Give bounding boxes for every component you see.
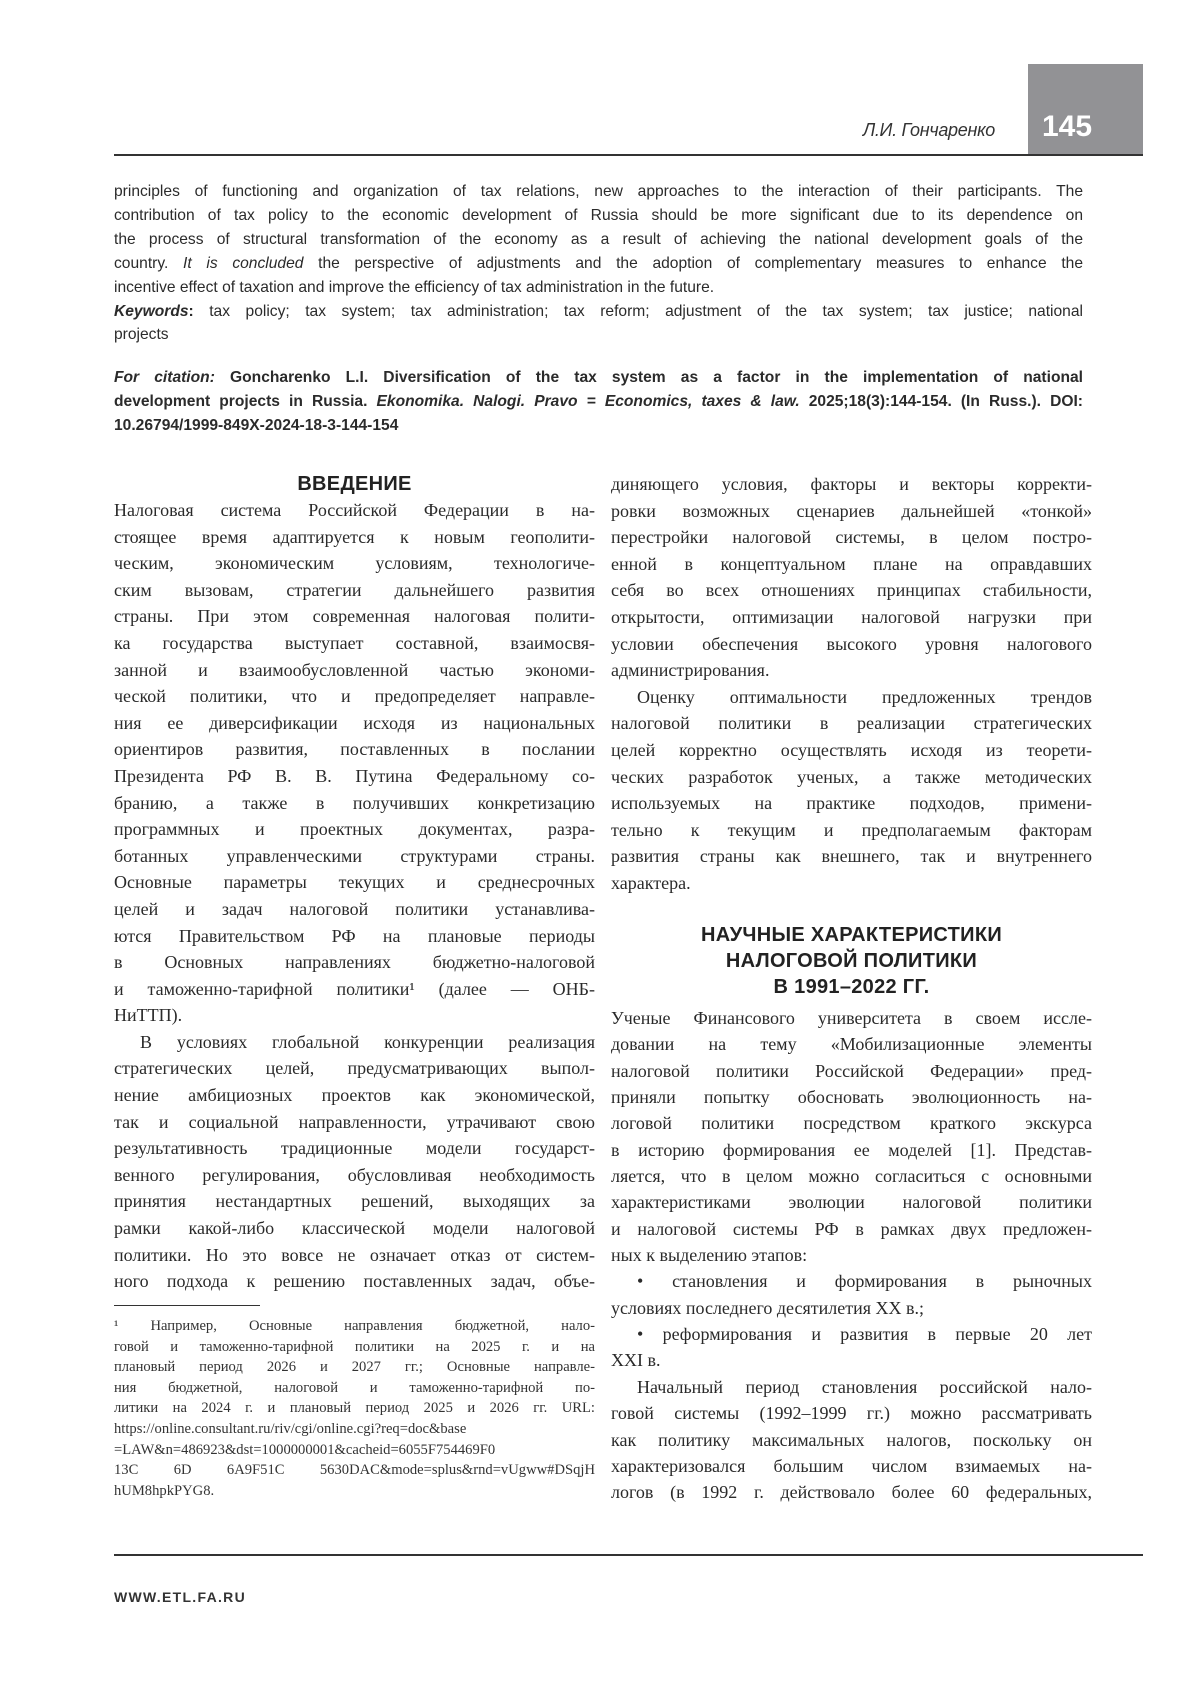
- text-line: ка государства выступает составной, взаимосвя-: [114, 632, 595, 653]
- paragraph: [114, 1029, 595, 1295]
- left-column: [114, 497, 595, 1295]
- text-line: программных и проектных документах, разра-: [114, 819, 595, 840]
- text-line: ного подхода к решению поставленных задач, объе-: [114, 1271, 595, 1292]
- text-line: Начальный период становления российской нало-: [637, 1376, 1092, 1397]
- abstract-line: [114, 204, 1083, 228]
- text-line: условиях последнего десятилетия XX в.;: [611, 1297, 925, 1318]
- text-line: ровки возможных сценариев дальнейшей «тонкой»: [611, 500, 1092, 521]
- text-line: Оценку оптимальности предложенных трендов: [637, 686, 1092, 707]
- text-line: логовой политики посредством краткого экскурса: [611, 1113, 1092, 1134]
- text-line: рамки какой-либо классической модели налоговой: [114, 1218, 595, 1239]
- text-line: характеристиками эволюции налоговой политики: [611, 1192, 1092, 1213]
- text-line: Основные параметры текущих и среднесрочных: [114, 872, 595, 893]
- citation-text: development projects in Russia.: [114, 393, 377, 410]
- abstract-text: principles of functioning and organization of tax relations, new approaches to the interaction of their participants. The: [114, 183, 1083, 200]
- text-line: венного регулирования, обусловливая необходимость: [114, 1164, 595, 1185]
- text-line: политики. Но это вовсе не означает отказ от систем-: [114, 1244, 595, 1265]
- text-line: ются Правительством РФ на плановые периоды: [114, 925, 595, 946]
- text-line: условии обеспечения высокого уровня налогового: [611, 633, 1092, 654]
- text-line: диняющего условия, факторы и векторы корректи-: [611, 474, 1092, 494]
- abstract-text: :: [188, 302, 194, 320]
- text-line: Ученые Финансового университета в своем иссле-: [611, 1008, 1092, 1028]
- abstract-text: contribution of tax policy to the economic development of Russia should be more significant due to its dependence on: [114, 206, 1083, 224]
- footnote-line: говой и таможенно-тарифной политики на 2025 г. и на: [114, 1338, 595, 1355]
- abstract-text: the perspective of adjustments and the adoption of complementary measures to enhance the: [303, 254, 1084, 272]
- footnote-line: ¹ Например, Основные направления бюджетной, нало-: [114, 1318, 595, 1334]
- abstract-text: the process of structural transformation of the economy as a result of achieving the national development goals of the: [114, 230, 1083, 248]
- abstract-text: incentive effect of taxation and improve the efficiency of tax administration in the future.: [114, 278, 715, 296]
- text-line: XXI в.: [611, 1350, 661, 1371]
- abstract-line: [114, 228, 1083, 252]
- text-line: ляется, что в целом можно согласиться с основными: [611, 1166, 1092, 1187]
- running-head-author: Л.И. Гончаренко: [862, 120, 995, 140]
- heading-line: НАУЧНЫЕ ХАРАКТЕРИСТИКИ: [700, 924, 1003, 946]
- abstract: [114, 180, 1083, 347]
- text-line: характеризовался большим числом взимаемых на-: [611, 1455, 1092, 1476]
- citation-text: 2025;18(3):144-154. (In Russ.). DOI:: [799, 393, 1083, 410]
- text-line: стоящее время адаптируется к новым геополити-: [114, 526, 595, 547]
- footnote-line: плановый период 2026 и 2027 гг.; Основные направле-: [114, 1359, 595, 1376]
- text-line: нение амбициозных проектов как экономической,: [114, 1085, 595, 1106]
- citation-text: For citation:: [114, 369, 215, 386]
- text-line: ческой политики, что и предопределяет направле-: [114, 686, 595, 707]
- text-line: в Основных направлениях бюджетно-налоговой: [114, 952, 595, 973]
- text-line: • становления и формирования в рыночных: [637, 1271, 1092, 1292]
- abstract-line: [114, 180, 1083, 204]
- text-line: себя во всех отношениях принципах стабильности,: [611, 580, 1092, 601]
- citation-text: 10.26794/1999-849X-2024-18-3-144-154: [114, 417, 399, 434]
- heading-line: НАЛОГОВОЙ ПОЛИТИКИ: [725, 950, 978, 972]
- paragraph: [611, 1268, 1092, 1321]
- citation: [114, 366, 1083, 438]
- citation-text: Ekonomika. Nalogi. Pravo = Economics, taxes & law.: [376, 393, 800, 410]
- text-line: приняли попытку обосновать эволюционность на-: [611, 1087, 1092, 1108]
- text-line: Президента РФ В. В. Путина Федеральному со-: [114, 765, 595, 786]
- paragraph: [114, 497, 595, 1029]
- text-line: Налоговая система Российской Федерации в на-: [114, 500, 595, 520]
- text-line: страны. При этом современная налоговая полити-: [114, 606, 595, 627]
- text-line: бранию, а также в получивших конкретизацию: [114, 792, 595, 813]
- footnote-line: =LAW&n=486923&dst=1000000001&cacheid=6055F754469F0: [114, 1441, 496, 1458]
- text-line: результативность традиционные модели государст-: [114, 1138, 595, 1159]
- text-line: целей корректно осуществлять исходя из теорети-: [611, 739, 1092, 760]
- text-line: как политику максимальных налогов, поскольку он: [611, 1429, 1092, 1450]
- citation-text: Goncharenko L.I. Diversification of the tax system as a factor in the implementation of national: [214, 369, 1083, 386]
- paragraph: [611, 684, 1092, 897]
- text-line: ных к выделению этапов:: [611, 1245, 808, 1266]
- heading-line: В 1991–2022 ГГ.: [773, 976, 930, 998]
- text-line: и таможенно-тарифной политики¹ (далее — ОНБ-: [114, 978, 595, 999]
- text-line: логов (в 1992 г. действовало более 60 федеральных,: [611, 1482, 1092, 1503]
- abstract-line: [114, 252, 1083, 276]
- footer-website-link[interactable]: WWW.ETL.FA.RU: [114, 1589, 246, 1605]
- text-line: ботанных управленческими структурами страны.: [114, 845, 595, 866]
- text-line: и налоговой системы РФ в рамках двух предложен-: [611, 1218, 1092, 1239]
- text-line: енной в концептуальном плане на оправдавших: [611, 553, 1092, 574]
- right-column-top: [611, 471, 1092, 897]
- footnote-rule: [114, 1305, 260, 1306]
- text-line: открытости, оптимизации налоговой нагрузки при: [611, 606, 1092, 627]
- text-line: налоговой политики Российской Федерации» пред-: [611, 1060, 1092, 1081]
- paragraph: [611, 1005, 1092, 1268]
- section-heading-scientific-characteristics: [611, 922, 1092, 1000]
- abstract-text: country.: [114, 254, 184, 272]
- header-rule: [114, 154, 1143, 156]
- text-line: налоговой политики в реализации стратегических: [611, 713, 1092, 734]
- text-line: ческих разработок ученых, а также методических: [611, 766, 1092, 787]
- text-line: ческим, экономическим условиям, технологиче-: [114, 553, 595, 574]
- paragraph: [611, 471, 1092, 684]
- text-line: довании на тему «Мобилизационные элементы: [611, 1034, 1092, 1055]
- text-line: • реформирования и развития в первые 20 лет: [637, 1324, 1092, 1345]
- footnote-line: ния бюджетной, налоговой и таможенно-тарифной по-: [114, 1379, 595, 1396]
- abstract-text: Keywords: [114, 302, 189, 320]
- paragraph: [611, 1374, 1092, 1506]
- text-line: администрирования.: [611, 660, 770, 681]
- text-line: перестройки налоговой системы, в целом постро-: [611, 527, 1092, 548]
- text-line: стратегических целей, предусматривающих выпол-: [114, 1058, 595, 1079]
- abstract-line: [114, 300, 1083, 324]
- text-line: целей и задач налоговой политики устанавлива-: [114, 898, 595, 919]
- text-line: характера.: [611, 872, 691, 893]
- citation-line: [114, 366, 1083, 390]
- abstract-line: [114, 323, 1083, 347]
- citation-line: [114, 390, 1083, 414]
- abstract-text: projects: [114, 326, 169, 344]
- footnote-line: 13C 6D 6A9F51C 5630DAC&mode=splus&rnd=vUgww#DSqjH: [114, 1462, 595, 1479]
- footnote-line: https://online.consultant.ru/riv/cgi/online.cgi?req=doc&base: [114, 1420, 467, 1437]
- right-column-bottom: [611, 1005, 1092, 1506]
- abstract-text: tax policy; tax system; tax administration; tax reform; adjustment of the tax system; tax justice; national: [193, 302, 1083, 320]
- footnote-line: литики на 2024 г. и плановый период 2025 и 2026 гг. URL:: [114, 1400, 595, 1417]
- text-line: ния ее диверсификации исходя из национальных: [114, 712, 595, 733]
- citation-line: [114, 414, 1083, 438]
- paragraph: [611, 1321, 1092, 1374]
- footer-rule: [114, 1554, 1143, 1556]
- section-heading-introduction: ВВЕДЕНИЕ: [297, 473, 412, 495]
- text-line: занной и взаимообусловленной частью экономи-: [114, 659, 595, 680]
- text-line: В условиях глобальной конкуренции реализация: [140, 1031, 595, 1052]
- text-line: говой системы (1992–1999 гг.) можно рассматривать: [611, 1403, 1092, 1424]
- text-line: принятия нестандартных решений, выходящих за: [114, 1191, 595, 1212]
- text-line: развития страны как внешнего, так и внутреннего: [611, 846, 1092, 867]
- page-number: 145: [1042, 110, 1093, 143]
- text-line: так и социальной направленности, утрачивают свою: [114, 1111, 595, 1132]
- abstract-text: It is concluded: [183, 254, 304, 272]
- footnote-line: hUM8hpkPYG8.: [114, 1482, 215, 1499]
- text-line: в историю формирования ее моделей [1]. Представ-: [611, 1139, 1092, 1160]
- abstract-line: [114, 276, 1083, 300]
- text-line: НиТТП).: [114, 1005, 183, 1026]
- footnote: [114, 1316, 595, 1501]
- page-number-box: [1028, 64, 1143, 156]
- text-line: тельно к текущим и предполагаемым факторам: [611, 819, 1092, 840]
- text-line: используемых на практике подходов, примени-: [611, 793, 1092, 814]
- text-line: ским вызовам, стратегии дальнейшего развития: [114, 579, 595, 600]
- text-line: ориентиров развития, поставленных в послании: [114, 739, 595, 760]
